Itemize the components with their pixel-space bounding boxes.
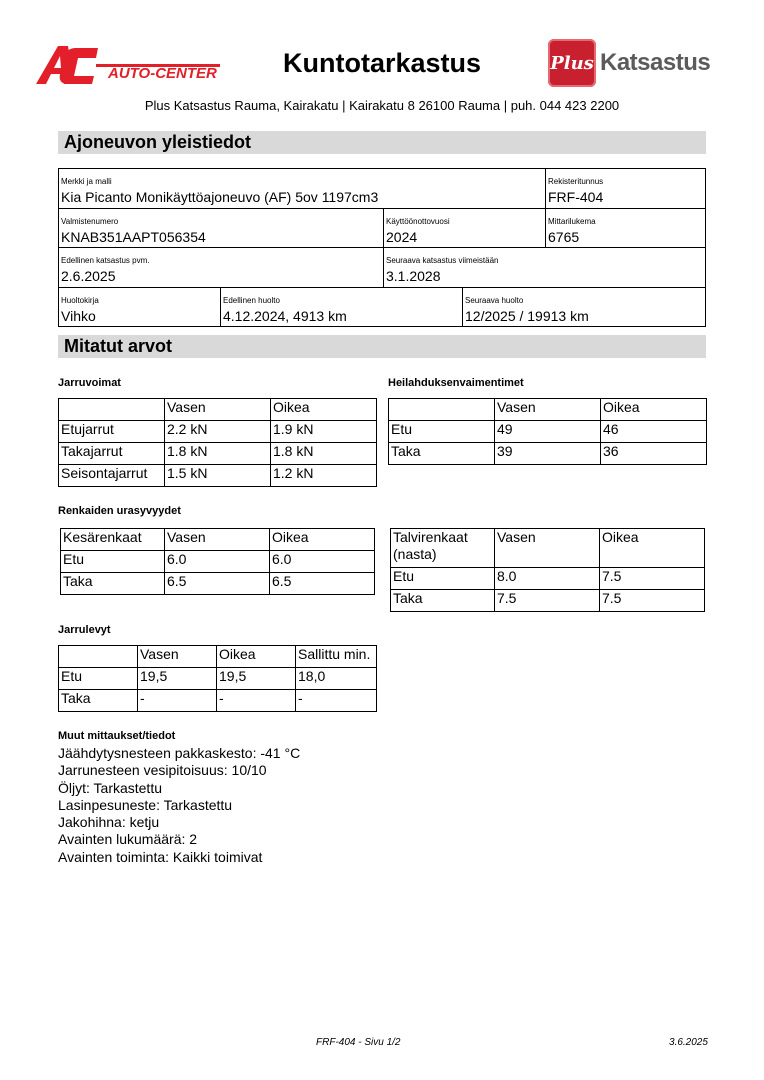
table-cell: Vasen <box>138 646 217 668</box>
odometer-value: 6765 <box>548 229 580 245</box>
table-cell: Etu <box>389 421 495 443</box>
table-row <box>59 646 377 668</box>
list-item: Öljyt: Tarkastettu <box>58 779 163 796</box>
reg-label: Rekisteritunnus <box>548 177 604 186</box>
brakes-heading: Jarruvoimat <box>58 377 121 389</box>
last-inspection-cell <box>59 248 384 287</box>
next-service-value: 12/2025 / 19913 km <box>465 308 589 324</box>
table-cell <box>59 646 138 668</box>
table-cell: 1.9 kN <box>271 421 377 443</box>
list-item: Avainten toiminta: Kaikki toimivat <box>58 848 263 865</box>
table-cell: Etu <box>59 668 138 690</box>
table-row <box>61 573 375 595</box>
vehicle-info-grid <box>58 168 706 327</box>
table-cell: 2.2 kN <box>165 421 271 443</box>
service-book-label: Huoltokirja <box>61 296 99 305</box>
table-cell: 1.2 kN <box>271 465 377 487</box>
vin-value: KNAB351AAPT056354 <box>61 229 206 245</box>
table-cell: Sallittu min. <box>296 646 377 668</box>
vehicle-row-1 <box>59 169 705 209</box>
table-cell: 49 <box>495 421 601 443</box>
brakes-table <box>58 398 377 487</box>
table-row <box>59 443 377 465</box>
footer-date: 3.6.2025 <box>669 1037 708 1048</box>
table-row <box>61 551 375 573</box>
reg-value: FRF-404 <box>548 189 604 205</box>
table-cell: - <box>138 690 217 712</box>
reg-cell <box>545 169 705 208</box>
tires-heading: Renkaiden urasyvyydet <box>58 505 181 517</box>
table-cell: Taka <box>59 690 138 712</box>
table-row <box>59 399 377 421</box>
auto-center-logo-text: AUTO-CENTER <box>108 65 217 82</box>
prev-service-value: 4.12.2024, 4913 km <box>223 308 347 324</box>
other-heading: Muut mittaukset/tiedot <box>58 730 176 742</box>
table-cell: 7.5 <box>600 568 705 590</box>
table-cell: Oikea <box>601 399 707 421</box>
section-vehicle-info: Ajoneuvon yleistiedot <box>58 131 706 154</box>
table-row <box>59 690 377 712</box>
table-cell: 6.0 <box>270 551 375 573</box>
table-cell <box>59 399 165 421</box>
table-cell <box>389 399 495 421</box>
odometer-label: Mittarilukema <box>548 217 596 226</box>
vehicle-row-4 <box>59 288 705 326</box>
table-cell: 46 <box>601 421 707 443</box>
service-book-cell <box>59 288 221 326</box>
table-row <box>389 399 707 421</box>
make-model-value: Kia Picanto Monikäyttöajoneuvo (AF) 5ov 1197cm3 <box>61 189 379 205</box>
table-cell: Etujarrut <box>59 421 165 443</box>
section-measured-values: Mitatut arvot <box>58 335 706 358</box>
brake-discs-table <box>58 645 377 712</box>
plus-katsastus-logo <box>548 38 710 88</box>
footer-page-number: FRF-404 - Sivu 1/2 <box>316 1037 401 1048</box>
vin-cell <box>59 209 384 247</box>
table-cell: 19,5 <box>138 668 217 690</box>
table-cell: Vasen <box>165 529 270 551</box>
table-cell: 19,5 <box>217 668 296 690</box>
vin-label: Valmistenumero <box>61 217 119 226</box>
first-use-value: 2024 <box>386 229 418 245</box>
table-cell: Etu <box>61 551 165 573</box>
table-row <box>391 568 705 590</box>
make-model-cell <box>59 169 546 208</box>
first-use-label: Käyttöönottovuosi <box>386 217 450 226</box>
shocks-table <box>388 398 707 465</box>
table-cell: 39 <box>495 443 601 465</box>
table-cell: 7.5 <box>495 590 600 612</box>
last-inspection-value: 2.6.2025 <box>61 268 116 284</box>
winter-tires-table <box>390 528 705 612</box>
other-info-list <box>58 745 300 866</box>
table-cell: Taka <box>389 443 495 465</box>
summer-tires-table <box>60 528 375 595</box>
table-cell: 6.5 <box>270 573 375 595</box>
table-cell: Oikea <box>270 529 375 551</box>
service-book-value: Vihko <box>61 308 96 324</box>
odometer-cell <box>545 209 705 247</box>
table-cell: 36 <box>601 443 707 465</box>
table-cell: Vasen <box>495 529 600 568</box>
plus-logo-word: Katsastus <box>600 49 711 76</box>
table-row <box>389 421 707 443</box>
prev-service-label: Edellinen huolto <box>223 296 280 305</box>
prev-service-cell <box>220 288 463 326</box>
table-cell: Talvirenkaat (nasta) <box>391 529 495 568</box>
table-row <box>391 590 705 612</box>
table-row <box>391 529 705 568</box>
plus-logo-box: Plus <box>548 39 596 87</box>
shocks-heading: Heilahduksenvaimentimet <box>388 377 524 389</box>
table-row <box>59 465 377 487</box>
table-row <box>59 668 377 690</box>
vehicle-row-3 <box>59 248 705 288</box>
table-cell: Oikea <box>600 529 705 568</box>
table-cell: 6.0 <box>165 551 270 573</box>
list-item: Lasinpesuneste: Tarkastettu <box>58 796 233 813</box>
list-item: Jakohihna: ketju <box>58 814 160 831</box>
vehicle-row-2 <box>59 209 705 248</box>
next-service-cell <box>462 288 705 326</box>
table-row <box>389 443 707 465</box>
table-cell: Seisontajarrut <box>59 465 165 487</box>
last-inspection-label: Edellinen katsastus pvm. <box>61 256 150 265</box>
table-row <box>61 529 375 551</box>
next-inspection-label: Seuraava katsastus viimeistään <box>386 256 499 265</box>
table-cell: 1.8 kN <box>271 443 377 465</box>
discs-heading: Jarrulevyt <box>58 624 111 636</box>
station-address: Plus Katsastus Rauma, Kairakatu | Kairakatu 8 26100 Rauma | puh. 044 423 2200 <box>144 98 620 113</box>
table-cell: Taka <box>391 590 495 612</box>
table-cell: - <box>296 690 377 712</box>
table-cell: 8.0 <box>495 568 600 590</box>
table-cell: Vasen <box>165 399 271 421</box>
table-cell: Oikea <box>217 646 296 668</box>
table-cell: Oikea <box>271 399 377 421</box>
table-cell: 1.5 kN <box>165 465 271 487</box>
table-cell: Vasen <box>495 399 601 421</box>
make-model-label: Merkki ja malli <box>61 177 112 186</box>
next-inspection-value: 3.1.2028 <box>386 268 441 284</box>
next-service-label: Seuraava huolto <box>465 296 524 305</box>
table-cell: 1.8 kN <box>165 443 271 465</box>
table-cell: Takajarrut <box>59 443 165 465</box>
next-inspection-cell <box>383 248 705 287</box>
table-cell: 7.5 <box>600 590 705 612</box>
document-title: Kuntotarkastus <box>282 48 482 78</box>
first-use-cell <box>383 209 546 247</box>
table-cell: Taka <box>61 573 165 595</box>
table-cell: Kesärenkaat <box>61 529 165 551</box>
table-cell: Etu <box>391 568 495 590</box>
table-cell: 6.5 <box>165 573 270 595</box>
table-row <box>59 421 377 443</box>
table-cell: 18,0 <box>296 668 377 690</box>
list-item: Jäähdytysnesteen pakkaskesto: -41 °C <box>58 745 301 761</box>
table-cell: - <box>217 690 296 712</box>
list-item: Jarrunesteen vesipitoisuus: 10/10 <box>58 762 267 779</box>
list-item: Avainten lukumäärä: 2 <box>58 831 198 848</box>
